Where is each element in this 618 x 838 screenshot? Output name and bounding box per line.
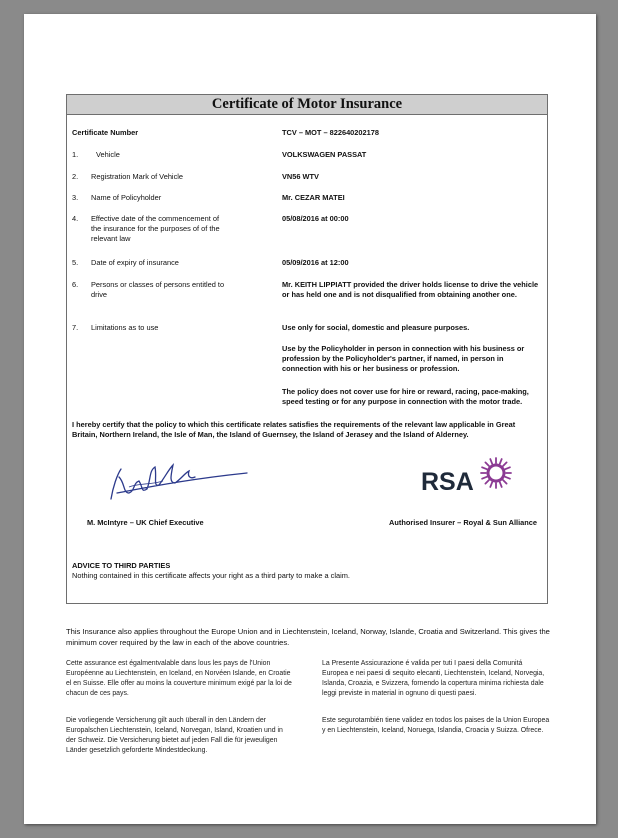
advice-text: Nothing contained in this certificate affects your right as a third party to make a claim. — [72, 571, 350, 580]
rsa-logo — [421, 462, 511, 502]
item-value: 05/08/2016 at 00:00 — [282, 214, 349, 223]
item-label: Vehicle — [96, 150, 120, 159]
item-number: 4. — [72, 214, 79, 223]
item-label: Persons or classes of persons entitled to drive — [91, 280, 225, 299]
item-value: VN56 WTV — [282, 172, 319, 181]
item-number: 6. — [72, 280, 79, 289]
item-label: Date of expiry of insurance — [91, 258, 179, 267]
item-number: 1. — [72, 150, 79, 159]
certificate-number-value: TCV – MOT – 822640202178 — [282, 128, 379, 137]
rsa-logo-text: RSA — [421, 468, 474, 496]
item-label: Name of Policyholder — [91, 193, 162, 202]
certificate-number-label: Certificate Number — [72, 128, 139, 137]
item-number: 5. — [72, 258, 79, 267]
item-value: Mr. KEITH LIPPIATT provided the driver holds license to drive the vehicle or has held one and is not disqualified from obtaining another one. — [282, 280, 539, 299]
item-value: Use only for social, domestic and pleasure purposes. — [282, 323, 470, 332]
signatory-name: M. McIntyre – UK Chief Executive — [87, 518, 204, 527]
certificate-page — [24, 14, 596, 824]
rsa-ring-icon — [479, 456, 513, 490]
limitation-text: Use by the Policyholder in person in connection with his business or profession by the Policyholder's partner, if named, in person in connection with his or her business or profession. — [282, 344, 525, 373]
item-label: Limitations as to use — [91, 323, 159, 332]
certificate-title: Certificate of Motor Insurance — [67, 95, 547, 115]
item-value: 05/09/2016 at 12:00 — [282, 258, 349, 267]
coverage-spanish: Este segurotambién tiene validez en todos los paises de la Union Europea y en Liechtenstein, Iceland, Noruega, Islandia, Croacia y Suizza. Ofrece. — [322, 717, 550, 734]
item-value: VOLKSWAGEN PASSAT — [282, 150, 367, 159]
item-label: Registration Mark of Vehicle — [91, 172, 184, 181]
item-number: 2. — [72, 172, 79, 181]
certificate-box — [66, 94, 548, 604]
eu-coverage-intro: This Insurance also applies throughout the Europe Union and in Liechtenstein, Iceland, Norway, Islande, Croatia and Switzerland. This gives the minimum cover required by the law in each of the above countries. — [66, 627, 550, 647]
coverage-french: Cette assurance est égalmentvalable dans lous les pays de l'Union Européenne au Liechtenstein, en Iceland, en Norvéen Islande, en Croatie el en Suisse. Elle offer au moins la couverture minimum exigé par la loi de chacun de ces pays. — [66, 660, 292, 697]
coverage-german: Die vorliegende Versicherung gilt auch überall in den Ländern der Europalschen Liechtenstein, Iceland, Norvegan, Island, Kroatien und in der Schweiz. Die Versicherung bietet auf jeden Fall die für jeweuligen Länder gesetzlich geforderte Mindestdeckung. — [66, 717, 283, 754]
coverage-italian: La Presente Assicurazione é valida per tuti I paesi della Comunitá Europea e nei paesi di sequito elecanti, Liechtenstein, Iceland, Norvegia, Islanda, Croazia, e Svizzera, fornendo la copertura minima richiesta dale leggi previste in material in ognuno di questi paesi. — [322, 660, 545, 697]
signature-image — [99, 457, 249, 507]
item-label: Effective date of the commencement of the insurance for the purposes of of the relevant law — [91, 214, 220, 243]
item-value: Mr. CEZAR MATEI — [282, 193, 345, 202]
item-number: 3. — [72, 193, 79, 202]
certification-statement: I hereby certify that the policy to which this certificate relates satisfies the requirements of the relevant law applicable in Great Britain, Northern Ireland, the Isle of Man, the Island of Guernsey, the Island of Jerasey and the Island of Alderney. — [72, 420, 516, 439]
advice-heading: ADVICE TO THIRD PARTIES — [72, 561, 171, 570]
item-number: 7. — [72, 323, 79, 332]
authorised-insurer: Authorised Insurer – Royal & Sun Alliance — [389, 518, 537, 527]
limitation-text: The policy does not cover use for hire or reward, racing, pace-making, speed testing or for any purpose in connection with the motor trade. — [282, 387, 529, 406]
